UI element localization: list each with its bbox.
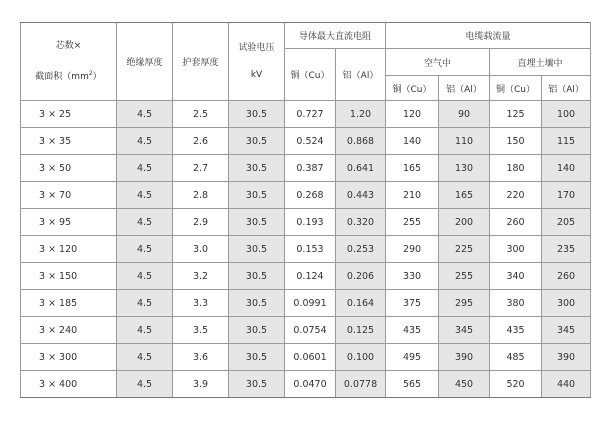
cell-res-al: 0.100 (336, 344, 386, 371)
header-core-area (21, 23, 117, 101)
cell-soil-al: 100 (542, 101, 591, 128)
cell-res-cu: 0.0991 (285, 290, 336, 317)
cell-test-voltage: 30.5 (229, 101, 285, 128)
cell-air-al: 225 (439, 236, 490, 263)
cell-sheath: 3.2 (173, 263, 229, 290)
cell-res-al: 0.164 (336, 290, 386, 317)
cell-res-cu: 0.0754 (285, 317, 336, 344)
cell-res-al: 0.868 (336, 128, 386, 155)
table-row (21, 263, 591, 290)
cell-sheath: 3.3 (173, 290, 229, 317)
table-row (21, 344, 591, 371)
header-in-air: 空气中 (386, 49, 490, 76)
cell-soil-al: 115 (542, 128, 591, 155)
cell-soil-al: 205 (542, 209, 591, 236)
cell-res-al: 0.125 (336, 317, 386, 344)
cell-soil-cu: 220 (490, 182, 542, 209)
header-soil-al: 铝（Al） (542, 76, 591, 101)
cell-soil-al: 140 (542, 155, 591, 182)
header-resistance-cu: 铜（Cu） (285, 49, 336, 101)
cell-air-cu: 210 (386, 182, 439, 209)
cell-soil-cu: 520 (490, 371, 542, 398)
cell-insulation: 4.5 (117, 236, 173, 263)
cell-soil-cu: 125 (490, 101, 542, 128)
cell-air-al: 255 (439, 263, 490, 290)
cell-soil-al: 235 (542, 236, 591, 263)
cell-soil-al: 345 (542, 317, 591, 344)
cell-test-voltage: 30.5 (229, 155, 285, 182)
cell-sheath: 2.8 (173, 182, 229, 209)
cell-test-voltage: 30.5 (229, 290, 285, 317)
table-row (21, 317, 591, 344)
cell-air-al: 110 (439, 128, 490, 155)
cell-res-al: 0.443 (336, 182, 386, 209)
table-row (21, 236, 591, 263)
cell-sheath: 3.0 (173, 236, 229, 263)
cell-test-voltage: 30.5 (229, 344, 285, 371)
header-sheath: 护套厚度 (173, 23, 229, 101)
cell-soil-cu: 435 (490, 317, 542, 344)
cell-core-area: 3 × 300 (21, 344, 117, 371)
cell-air-al: 390 (439, 344, 490, 371)
cell-sheath: 3.9 (173, 371, 229, 398)
cell-insulation: 4.5 (117, 290, 173, 317)
header-core-area-text: 截面积（mm (35, 71, 89, 82)
cell-insulation: 4.5 (117, 128, 173, 155)
cell-core-area: 3 × 240 (21, 317, 117, 344)
cell-sheath: 3.6 (173, 344, 229, 371)
header-resistance-group: 导体最大直流电阻 (285, 23, 386, 49)
cell-air-al: 450 (439, 371, 490, 398)
table-row (21, 290, 591, 317)
table-row (21, 182, 591, 209)
cell-insulation: 4.5 (117, 263, 173, 290)
cell-res-al: 0.253 (336, 236, 386, 263)
header-insulation: 绝缘厚度 (117, 23, 173, 101)
cell-air-al: 295 (439, 290, 490, 317)
cell-air-cu: 435 (386, 317, 439, 344)
cell-res-al: 0.0778 (336, 371, 386, 398)
cell-res-cu: 0.727 (285, 101, 336, 128)
header-resistance-al: 铝（Al） (336, 49, 386, 101)
cell-core-area: 3 × 185 (21, 290, 117, 317)
cell-air-cu: 165 (386, 155, 439, 182)
cell-res-al: 1.20 (336, 101, 386, 128)
cell-soil-cu: 380 (490, 290, 542, 317)
cell-res-cu: 0.153 (285, 236, 336, 263)
cell-soil-al: 170 (542, 182, 591, 209)
cell-sheath: 2.7 (173, 155, 229, 182)
table-row (21, 101, 591, 128)
cell-soil-cu: 180 (490, 155, 542, 182)
cell-soil-cu: 485 (490, 344, 542, 371)
cell-core-area: 3 × 25 (21, 101, 117, 128)
header-core-area-close: ） (92, 71, 102, 82)
cell-res-cu: 0.387 (285, 155, 336, 182)
header-core-area-sup: 2 (88, 69, 93, 77)
cell-soil-al: 390 (542, 344, 591, 371)
table-row (21, 128, 591, 155)
cell-test-voltage: 30.5 (229, 371, 285, 398)
cell-insulation: 4.5 (117, 371, 173, 398)
table-row (21, 209, 591, 236)
cell-air-cu: 290 (386, 236, 439, 263)
table-header (21, 23, 591, 101)
cell-test-voltage: 30.5 (229, 263, 285, 290)
cell-air-cu: 565 (386, 371, 439, 398)
header-core-area-line1: 芯数× (55, 40, 82, 51)
cell-sheath: 2.5 (173, 101, 229, 128)
cell-res-cu: 0.524 (285, 128, 336, 155)
cell-test-voltage: 30.5 (229, 317, 285, 344)
cell-test-voltage: 30.5 (229, 236, 285, 263)
cell-air-cu: 330 (386, 263, 439, 290)
cell-core-area: 3 × 150 (21, 263, 117, 290)
cell-core-area: 3 × 400 (21, 371, 117, 398)
cell-insulation: 4.5 (117, 317, 173, 344)
cell-core-area: 3 × 35 (21, 128, 117, 155)
cell-insulation: 4.5 (117, 155, 173, 182)
cell-soil-al: 440 (542, 371, 591, 398)
cell-air-al: 165 (439, 182, 490, 209)
cell-res-al: 0.206 (336, 263, 386, 290)
cell-soil-al: 300 (542, 290, 591, 317)
table-row (21, 371, 591, 398)
table-body (21, 101, 591, 398)
cell-insulation: 4.5 (117, 209, 173, 236)
cell-air-al: 345 (439, 317, 490, 344)
header-test-voltage (229, 23, 285, 101)
cell-res-cu: 0.268 (285, 182, 336, 209)
cell-res-al: 0.320 (336, 209, 386, 236)
cell-air-cu: 255 (386, 209, 439, 236)
cell-res-cu: 0.124 (285, 263, 336, 290)
cell-air-cu: 375 (386, 290, 439, 317)
cell-core-area: 3 × 120 (21, 236, 117, 263)
cell-res-cu: 0.193 (285, 209, 336, 236)
cell-insulation: 4.5 (117, 182, 173, 209)
cell-soil-cu: 150 (490, 128, 542, 155)
header-ampacity-group: 电缆载流量 (386, 23, 591, 49)
cable-spec-table (20, 22, 591, 398)
header-air-cu: 铜（Cu） (386, 76, 439, 101)
cell-air-al: 130 (439, 155, 490, 182)
cell-air-cu: 495 (386, 344, 439, 371)
cell-soil-cu: 260 (490, 209, 542, 236)
cell-test-voltage: 30.5 (229, 128, 285, 155)
cell-res-cu: 0.0470 (285, 371, 336, 398)
header-soil-cu: 铜（Cu） (490, 76, 542, 101)
cell-soil-al: 260 (542, 263, 591, 290)
header-core-area-line2 (21, 60, 116, 91)
cell-sheath: 3.5 (173, 317, 229, 344)
cell-res-al: 0.641 (336, 155, 386, 182)
cell-air-al: 200 (439, 209, 490, 236)
table-row (21, 155, 591, 182)
cell-core-area: 3 × 95 (21, 209, 117, 236)
cell-core-area: 3 × 50 (21, 155, 117, 182)
cell-soil-cu: 340 (490, 263, 542, 290)
cell-core-area: 3 × 70 (21, 182, 117, 209)
cell-sheath: 2.6 (173, 128, 229, 155)
header-air-al: 铝（Al） (439, 76, 490, 101)
cell-sheath: 2.9 (173, 209, 229, 236)
header-in-soil: 直埋土壤中 (490, 49, 591, 76)
cell-insulation: 4.5 (117, 101, 173, 128)
header-test-voltage-line1: 试验电压 (238, 42, 275, 53)
cell-test-voltage: 30.5 (229, 182, 285, 209)
header-test-voltage-line2: kV (250, 69, 263, 80)
cell-test-voltage: 30.5 (229, 209, 285, 236)
cell-soil-cu: 300 (490, 236, 542, 263)
cell-res-cu: 0.0601 (285, 344, 336, 371)
cell-air-cu: 140 (386, 128, 439, 155)
cell-air-cu: 120 (386, 101, 439, 128)
cell-insulation: 4.5 (117, 344, 173, 371)
cell-air-al: 90 (439, 101, 490, 128)
